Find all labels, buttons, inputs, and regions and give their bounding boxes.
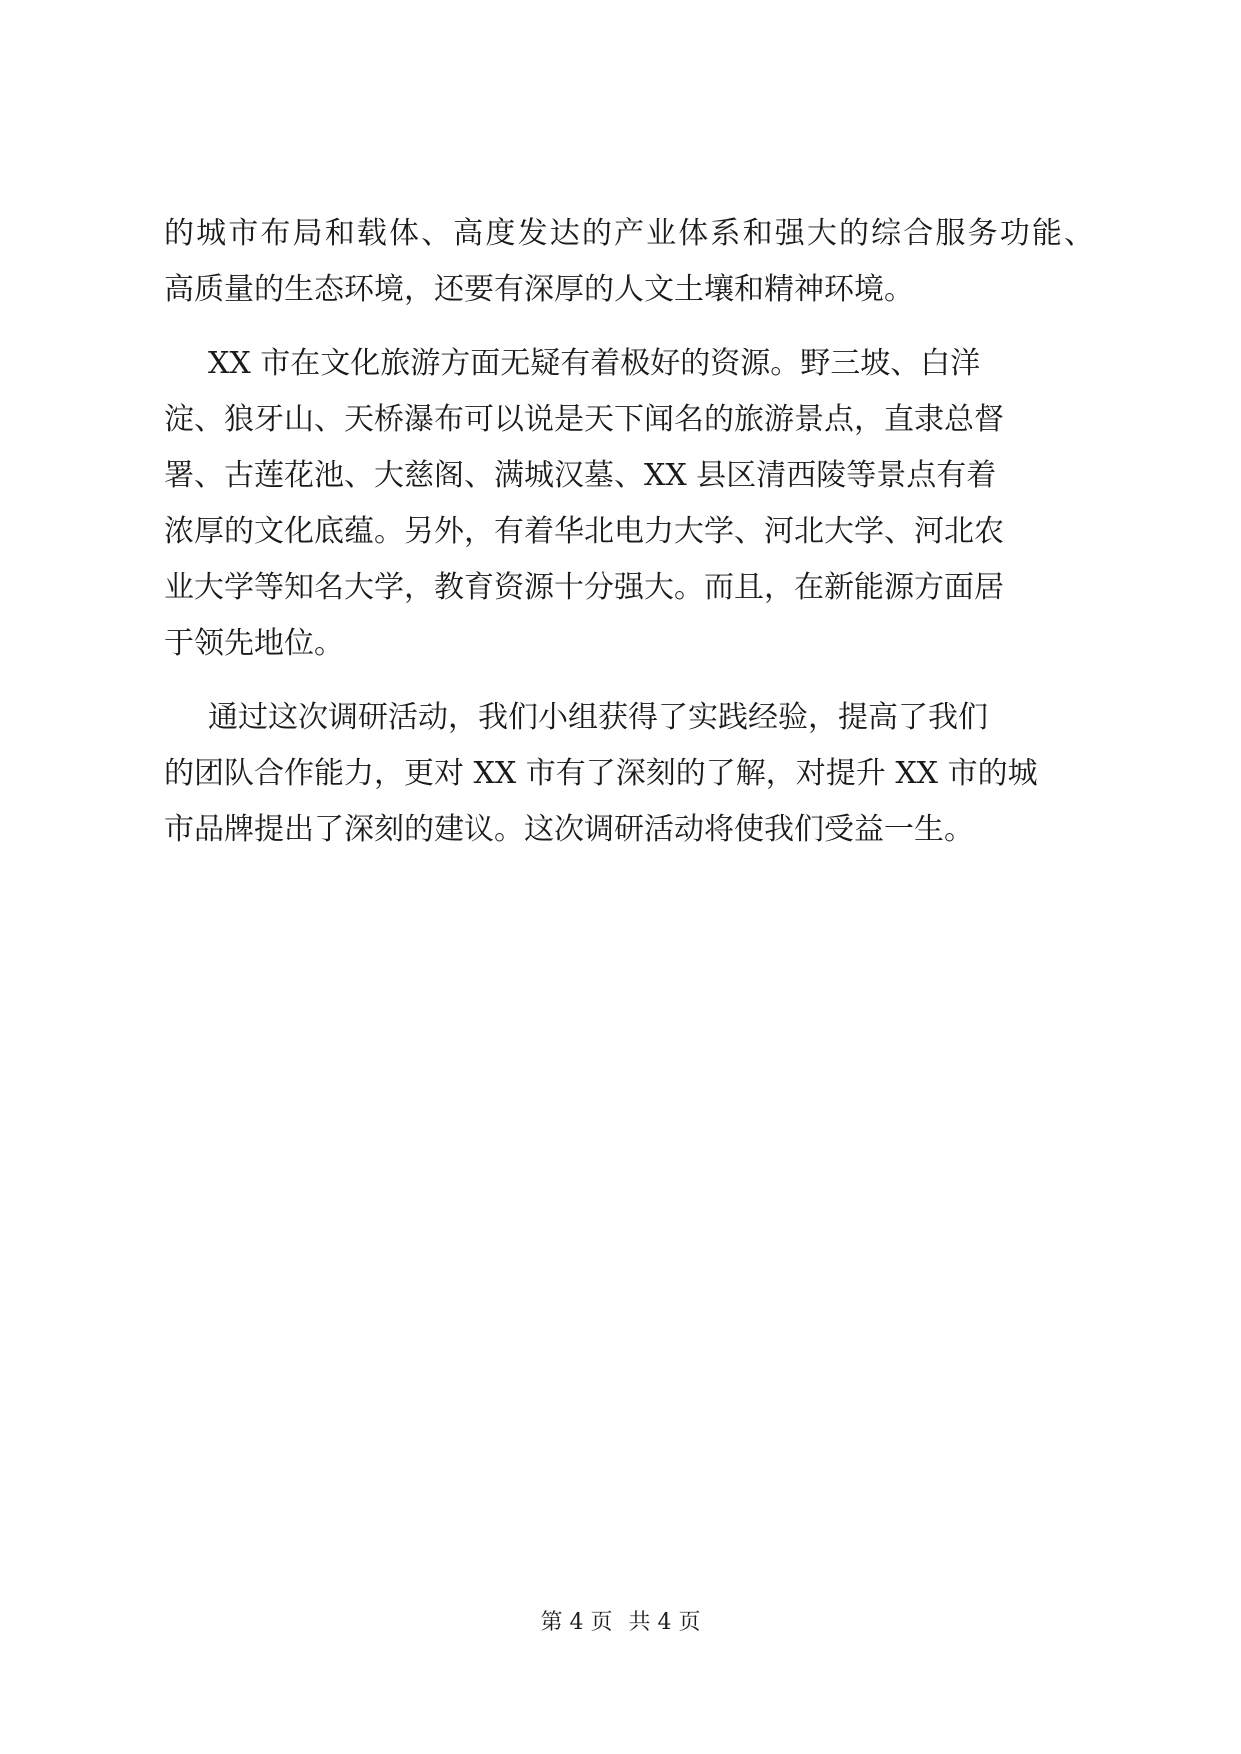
- page-number-total: 共 4 页: [628, 1610, 701, 1635]
- text-line: 业大学等知名大学，教育资源十分强大。而且，在新能源方面居: [164, 570, 1004, 605]
- text-line: 浓厚的文化底蕴。另外，有着华北电力大学、河北大学、河北农: [164, 514, 1004, 549]
- text-line: 的城市布局和载体、高度发达的产业体系和强大的综合服务功能、: [164, 216, 1094, 251]
- text-line: 淀、狼牙山、天桥瀑布可以说是天下闻名的旅游景点，直隶总督: [164, 402, 1004, 437]
- text-line: 的团队合作能力，更对 XX 市有了深刻的了解，对提升 XX 市的城: [164, 756, 1038, 791]
- text-line: XX 市在文化旅游方面无疑有着极好的资源。野三坡、白洋: [208, 346, 981, 381]
- text-line: 于领先地位。: [164, 626, 344, 661]
- text-line: 署、古莲花池、大慈阁、满城汉墓、XX 县区清西陵等景点有着: [164, 458, 997, 493]
- text-line: 市品牌提出了深刻的建议。这次调研活动将使我们受益一生。: [164, 812, 974, 847]
- page-footer: [0, 1608, 1241, 1638]
- page-number-current: 第 4 页: [540, 1610, 613, 1635]
- text-line: 高质量的生态环境，还要有深厚的人文土壤和精神环境。: [164, 272, 914, 307]
- text-line: 通过这次调研活动，我们小组获得了实践经验，提高了我们: [208, 700, 988, 735]
